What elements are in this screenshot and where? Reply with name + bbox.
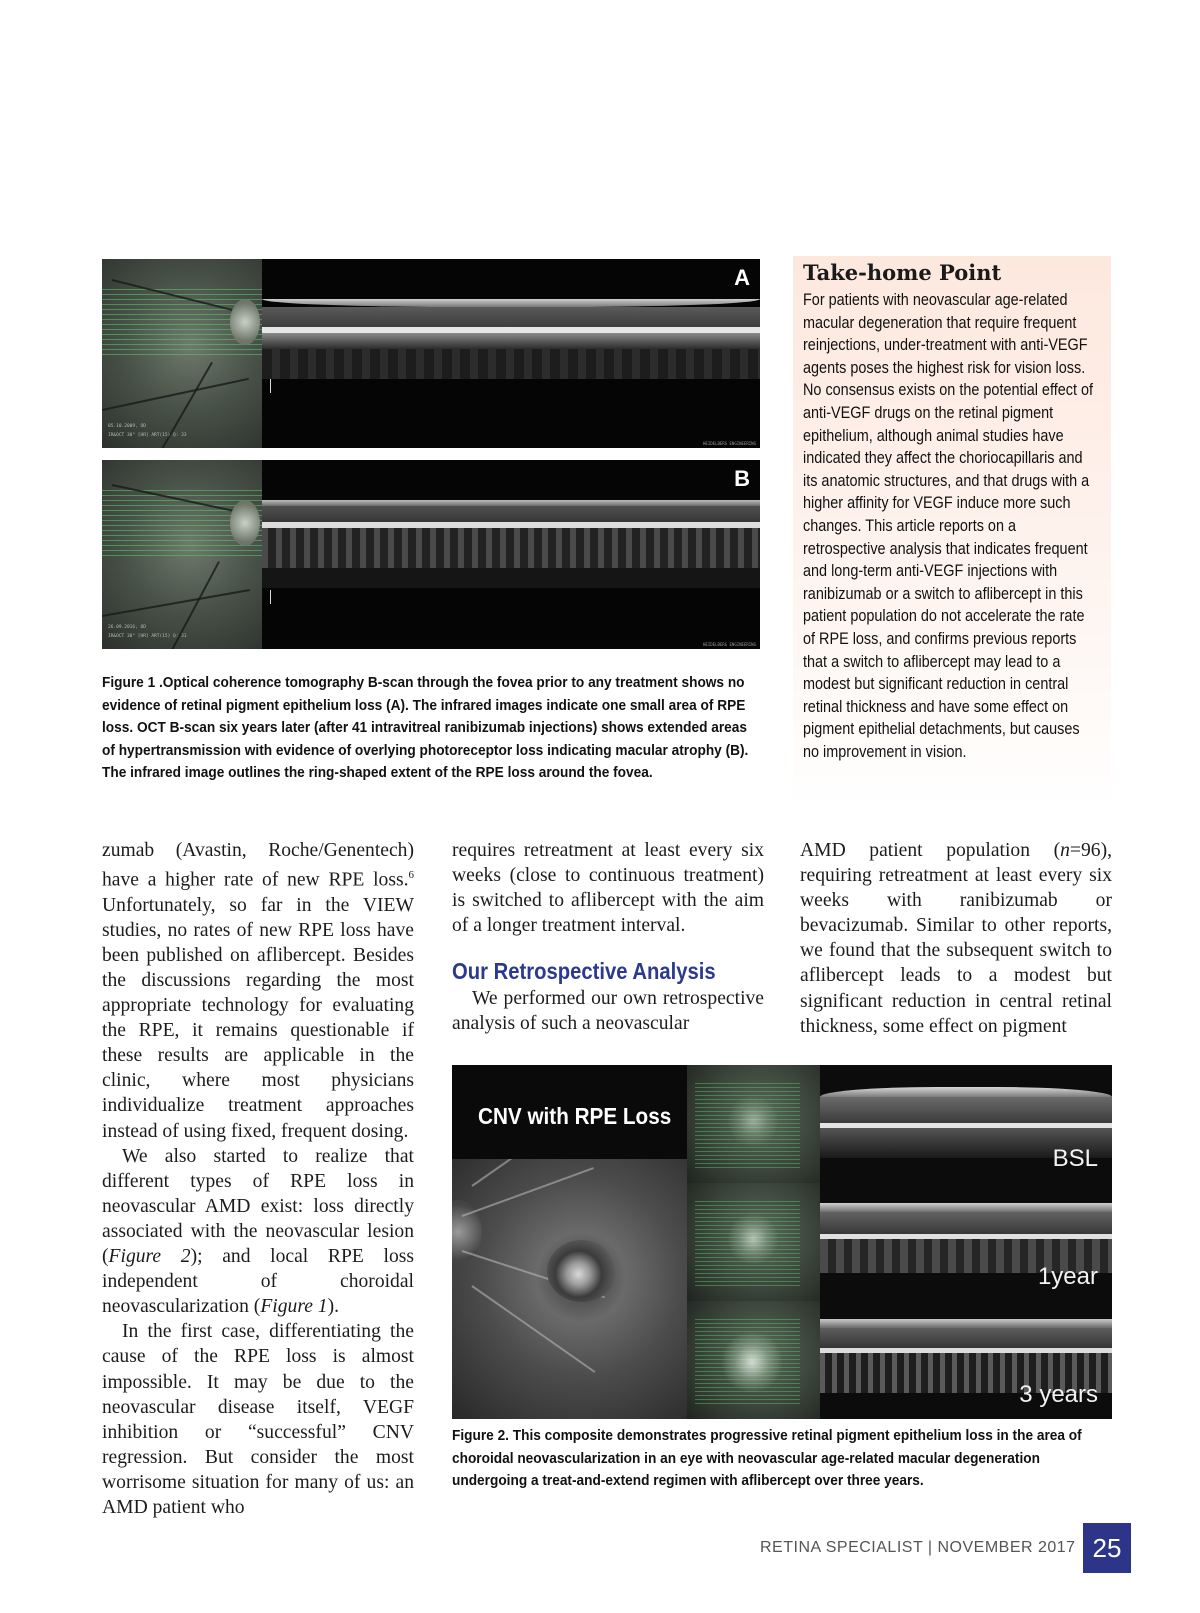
- take-home-title: Take-home Point: [803, 260, 1002, 285]
- reference-superscript: 6: [408, 869, 414, 882]
- paragraph: AMD patient population (n=96), requiring retreatment at least every six weeks with ranibizumab or bevacizumab. Similar to other reports, we found that the subsequent switch to aflibercept leads to a modest but significant reduction in central retinal thickness, some effect on pigment: [800, 840, 1112, 1037]
- timepoint-label: BSL: [1052, 1145, 1098, 1172]
- body-column-3: [800, 838, 1112, 1039]
- figure-2-title-box: [452, 1065, 687, 1159]
- page-number: 25: [1083, 1523, 1131, 1573]
- infrared-image-1-year: [687, 1183, 820, 1301]
- figure-1: [102, 259, 760, 649]
- timepoint-label: 3 years: [1019, 1381, 1098, 1408]
- infrared-image-b: 26.09.2016, OD IR&OCT 30° [HR] ART(15) Q: 31: [102, 460, 262, 649]
- body-column-2: [452, 838, 764, 1037]
- paragraph: requires retreatment at least every six weeks (close to continuous treatment) is switched to aflibercept with the aim of a longer treatment interval.: [452, 840, 764, 937]
- paragraph: zumab (Avastin, Roche/Genentech) have a higher rate of new RPE loss.$^6$ Unfortunately, so far in the VIEW studies, no rates of new RPE loss have been published on aflibercept. Besides the discussions regarding the most appropriate technology for evaluating the RPE, it remains questionable if these results are applicable in the clinic, where most physicians individualize treatment approaches instead of using fixed, frequent dosing.: [102, 840, 414, 1142]
- take-home-text: For patients with neovascular age-related macular degeneration that require frequent reinjections, under-treatment with anti-VEGF agents poses the highest risk for vision loss. No consensus exists on the potential effect of anti-VEGF drugs on the retinal pigment epithelium, although animal studies have indicated they affect the choriocapillaris and its anatomic structures, and that drugs with a higher affinity for VEGF induce more such changes. This article reports on a retrospective analysis that indicates frequent and long-term anti-VEGF injections with ranibizumab or a switch to aflibercept in this patient population do not accelerate the rate of RPE loss, and confirms previous reports that a switch to aflibercept may lead to a modest but significant reduction in central retinal thickness and have some effect on pigment epithelial detachments, but causes no improvement in vision.: [803, 291, 1094, 761]
- oct-scan-1-year: [820, 1183, 1112, 1301]
- paragraph: We performed our own retrospective analysis of such a neovascular: [452, 988, 764, 1035]
- paragraph: We also started to realize that different types of RPE loss in neovascular AMD exist: loss directly associated with the neovascular lesion (Figure 2); and local RPE loss independent of choroidal neovascularization (Figure 1).: [102, 1145, 414, 1318]
- oct-bscan-a: HEIDELBERG ENGINEERING: [262, 259, 760, 448]
- paragraph: In the first case, differentiating the cause of the RPE loss is almost impossible. It may be due to the neovascular disease itself, VEGF inhibition or “successful” CNV regression. But consider the most worrisome situation for many of us: an AMD patient who: [102, 1321, 414, 1518]
- figure-1-panel-b: [102, 460, 760, 649]
- journal-footer: RETINA SPECIALIST | NOVEMBER 2017: [760, 1539, 1076, 1556]
- figure-2-title: CNV with RPE Loss: [478, 1103, 672, 1129]
- timepoint-label: 1year: [1037, 1263, 1098, 1290]
- figure-2: [452, 1065, 1112, 1419]
- oct-bscan-b: HEIDELBERG ENGINEERING: [262, 460, 760, 649]
- infrared-image-3-years: [687, 1301, 820, 1419]
- body-column-1: [102, 838, 414, 1520]
- panel-a-label: A: [734, 265, 750, 290]
- oct-scan-baseline: [820, 1065, 1112, 1183]
- take-home-box: [793, 256, 1111, 810]
- figure-2-reference: Figure 2: [108, 1246, 191, 1268]
- panel-b-label: B: [734, 466, 750, 491]
- infrared-image-baseline: [687, 1065, 820, 1183]
- figure-1-caption: Figure 1 .Optical coherence tomography B-scan through the fovea prior to any treatment shows no evidence of retinal pigment epithelium loss (A). The infrared images indicate one small area of RPE loss. OCT B-scan six years later (after 41 intravitreal ranibizumab injections) shows extended areas of hypertransmission with evidence of overlying photoreceptor loss indicating macular atrophy (B). The infrared image outlines the ring-shaped extent of the RPE loss around the fovea.: [102, 674, 749, 781]
- figure-1-reference: Figure 1: [260, 1296, 328, 1318]
- section-heading: Our Retrospective Analysis: [452, 958, 716, 985]
- figure-1-panel-a: [102, 259, 760, 448]
- oct-scan-3-years: [820, 1301, 1112, 1419]
- infrared-image-a: 05.10.2009, OD IR&OCT 30° [HR] ART(15) Q: 33: [102, 259, 262, 448]
- figure-2-caption: Figure 2. This composite demonstrates progressive retinal pigment epithelium loss in the area of choroidal neovascularization in an eye with neovascular age-related macular degeneration undergoing a treat-and-extend regimen with aflibercept over three years.: [452, 1427, 1082, 1489]
